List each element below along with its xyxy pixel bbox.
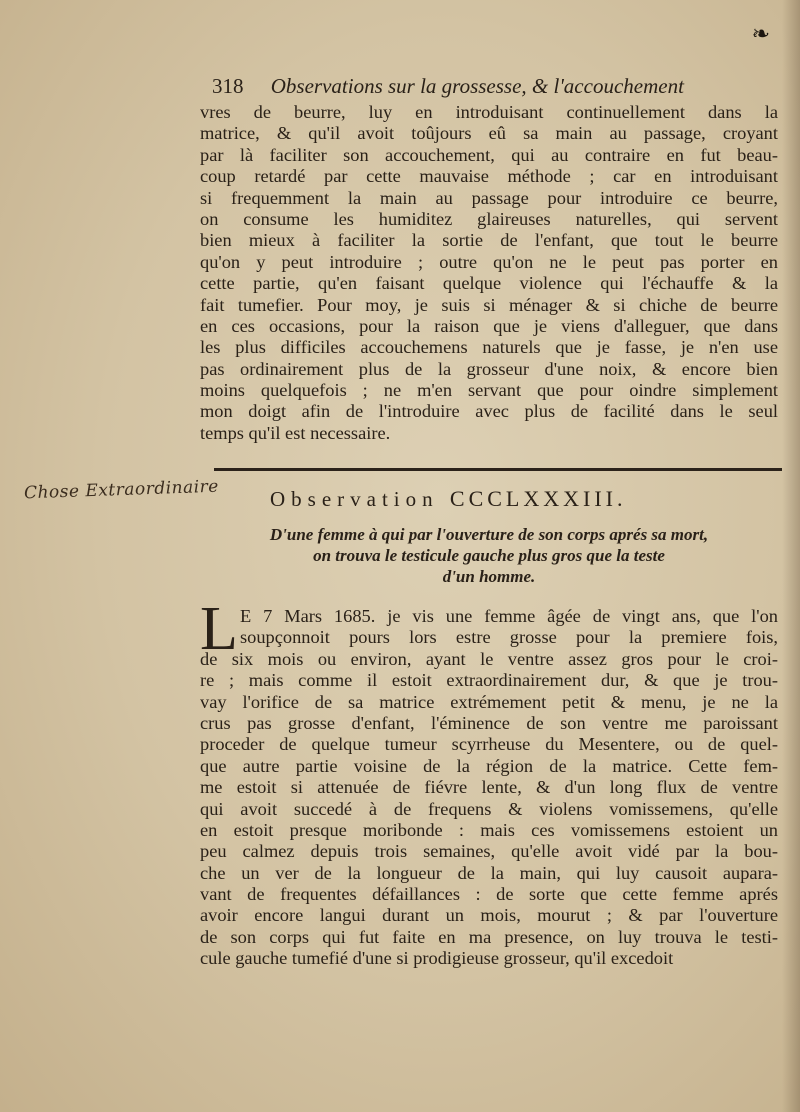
text-line: avoir encore langui durant un mois, mourut ; & par l'ouverture bbox=[200, 905, 778, 926]
text-line: vay l'orifice de sa matrice extrémement petit & menu, je ne la bbox=[200, 691, 778, 712]
text-line: par là faciliter son accouchement, qui au contraire en fut beau- bbox=[200, 144, 778, 165]
text-line: mon doigt afin de l'introduire avec plus de facilité dans le seul bbox=[200, 401, 778, 422]
text-line: coup retardé par cette mauvaise méthode ; car en introduisant bbox=[200, 166, 778, 187]
text-line: qui avoit succedé à de frequens & violens vomissemens, qu'elle bbox=[200, 798, 778, 819]
text-line: fait tumefier. Pour moy, je suis si ménager & si chiche de beurre bbox=[200, 294, 778, 315]
paragraph-continuation bbox=[200, 102, 778, 444]
text-line: soupçonnoit pours lors estre grosse pour la premiere fois, bbox=[240, 627, 778, 648]
observation-number: CCCLXXXIII. bbox=[449, 486, 627, 511]
observation-body bbox=[200, 606, 778, 970]
observation-heading bbox=[270, 486, 627, 512]
text-line: vres de beurre, luy en introduisant continuellement dans la bbox=[200, 102, 778, 122]
page-edge-shadow bbox=[782, 0, 800, 1112]
text-line: cette partie, qu'en faisant quelque violence qui l'échauffe & la bbox=[200, 273, 778, 294]
subtitle-line: D'une femme à qui par l'ouverture de son corps aprés sa mort, bbox=[269, 525, 709, 544]
observation-subtitle bbox=[200, 524, 778, 587]
text-line: les plus difficiles accouchemens naturels que je fasse, je n'en use bbox=[200, 337, 778, 358]
text-line: de six mois ou environ, ayant le ventre assez gros pour le croi- bbox=[200, 648, 778, 669]
text-line: pas ordinairement plus de la grosseur d'une noix, & encore bien bbox=[200, 358, 778, 379]
subtitle-line: on trouva le testicule gauche plus gros que la teste bbox=[313, 546, 665, 565]
text-line: en estoit presque moribonde : mais ces vomissemens estoient un bbox=[200, 819, 778, 840]
corner-ornament: ❧ bbox=[751, 22, 770, 47]
text-line: vant de frequentes défaillances : de sorte que cette femme aprés bbox=[200, 884, 778, 905]
text-line: peu calmez depuis trois semaines, qu'elle avoit vidé par la bou- bbox=[200, 841, 778, 862]
running-head-title: Observations sur la grossesse, & l'accouchement bbox=[270, 74, 684, 98]
text-line: me estoit si attenuée de fiévre lente, & d'un long flux de ventre bbox=[200, 777, 778, 798]
text-line: si frequemment la main au passage pour introduire ce beurre, bbox=[200, 187, 778, 208]
text-line: proceder de quelque tumeur scyrrheuse du Mesentere, ou de quel- bbox=[200, 734, 778, 755]
text-line: que autre partie voisine de la région de la matrice. Cette fem- bbox=[200, 755, 778, 776]
page-number: 318 bbox=[212, 74, 244, 98]
text-line: crus pas grosse d'enfant, l'éminence de son ventre me paroissant bbox=[200, 712, 778, 733]
text-line: re ; mais comme il estoit extraordinairement dur, & que je trou- bbox=[200, 670, 778, 691]
text-line: E 7 Mars 1685. je vis une femme âgée de vingt ans, que l'on bbox=[240, 606, 778, 626]
text-line: en ces occasions, pour la raison que je viens d'alleguer, que dans bbox=[200, 315, 778, 336]
margin-annotation: Chose Extraordinaire bbox=[23, 476, 220, 504]
text-line: de son corps qui fut faite en ma presence, on luy trouva le testi- bbox=[200, 926, 778, 947]
text-line: qu'on y peut introduire ; outre qu'on ne le peut pas porter en bbox=[200, 251, 778, 272]
drop-cap: L bbox=[200, 595, 238, 663]
subtitle-line: d'un homme. bbox=[442, 567, 536, 586]
observation-label: Observation bbox=[270, 487, 439, 511]
text-line: cule gauche tumefié d'une si prodigieuse grosseur, qu'il excedoit bbox=[200, 948, 674, 969]
text-line: temps qu'il est necessaire. bbox=[200, 422, 391, 443]
text-line: che un ver de la longueur de la main, qui luy causoit aupara- bbox=[200, 862, 778, 883]
text-line: bien mieux à faciliter la sortie de l'enfant, que tout le beurre bbox=[200, 230, 778, 251]
section-divider bbox=[214, 468, 782, 471]
text-line: moins quelquefois ; ne m'en servant que pour oindre simplement bbox=[200, 380, 778, 401]
text-line: on consume les humiditez glaireuses naturelles, qui servent bbox=[200, 208, 778, 229]
running-header bbox=[212, 74, 704, 99]
text-line: matrice, & qu'il avoit toûjours eû sa main au passage, croyant bbox=[200, 123, 778, 144]
